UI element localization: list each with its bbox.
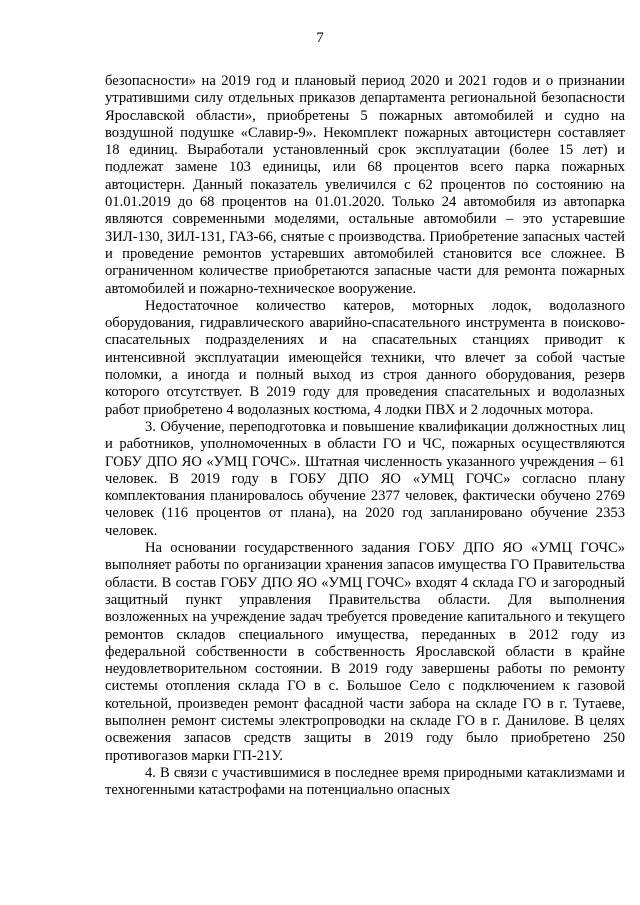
document-body — [105, 73, 625, 799]
paragraph-disasters: 4. В связи с участившимися в последнее время природными катаклизмами и техногенными катастрофами на потенциально опасных — [105, 764, 625, 799]
paragraph-equipment: Недостаточное количество катеров, моторных лодок, водолазного оборудования, гидравлического аварийно-спасательного инструмента в поисково-спасательных подразделениях и на спасательных станциях приводит к интенсивной эксплуатации имеющейся техники, что влечет за собой частые поломки, а иногда и полный выход из строя данного оборудования, резерв которого отсутствует. В 2019 году для проведения спасательных и водолазных работ приобретено 4 водолазных костюма, 4 лодки ПВХ и 2 лодочных мотора. — [105, 297, 625, 418]
paragraph-warehouses: На основании государственного задания ГОБУ ДПО ЯО «УМЦ ГОЧС» выполняет работы по организации хранения запасов имущества ГО Правительства области. В состав ГОБУ ДПО ЯО «УМЦ ГОЧС» входят 4 склада ГО и загородный защитный пункт управления Правительства области. Для выполнения возложенных на учреждение задач требуется проведение капитального и текущего ремонтов складов специального имущества, переданных в 2012 году из федеральной собственности в собственность Ярославской области в крайне неудовлетворительном состоянии. В 2019 году завершены работы по ремонту системы отопления склада ГО в с. Большое Село с подключением к газовой котельной, произведен ремонт фасадной части забора на складе ГО в г. Тутаеве, выполнен ремонт системы электропроводки на складе ГО в г. Данилове. В целях освежения запасов средств защиты в 2019 году было приобретено 250 противогазов марки ГП-21У. — [105, 540, 625, 764]
page-number: 7 — [316, 30, 324, 46]
paragraph-vehicles: безопасности» на 2019 год и плановый период 2020 и 2021 годов и о признании утратившими силу отдельных приказов департамента региональной безопасности Ярославской области», приобретены 5 пожарных автомобилей и судно на воздушной подушке «Славир-9». Некомплект пожарных автоцистерн составляет 18 единиц. Выработали установленный срок эксплуатации (более 15 лет) и подлежат замене 103 единицы, или 68 процентов всего парка пожарных автоцистерн. Данный показатель увеличился с 62 процентов по состоянию на 01.01.2019 до 68 процентов на 01.01.2020. Только 24 автомобиля из автопарка являются современными моделями, остальные автомобили – это устаревшие ЗИЛ-130, ЗИЛ-131, ГАЗ-66, снятые с производства. Приобретение запасных частей и проведение ремонтов устаревших автомобилей становится все сложнее. В ограниченном количестве приобретаются запасные части для ремонта пожарных автомобилей и пожарно-техническое вооружение. — [105, 73, 625, 297]
paragraph-training: 3. Обучение, переподготовка и повышение квалификации должностных лиц и работников, уполномоченных в области ГО и ЧС, пожарных осуществляются ГОБУ ДПО ЯО «УМЦ ГОЧС». Штатная численность указанного учреждения – 61 человек. В 2019 году в ГОБУ ДПО ЯО «УМЦ ГОЧС» согласно плану комплектования планировалось обучение 2377 человек, фактически обучено 2769 человек (116 процентов от плана), на 2020 год запланировано обучение 2353 человек. — [105, 418, 625, 539]
